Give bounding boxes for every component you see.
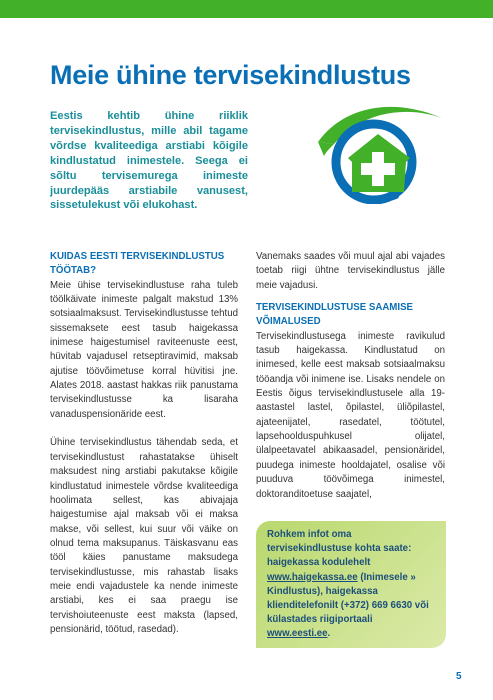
info-box [256,521,446,648]
left-paragraph-1: Meie ühise tervisekindlustuse raha tuleb töölkäivate inimeste palgalt makstud 13% sotsiaalmaksust. Tervisekindlustusse tehtud sissemaksete eest tasub haigekassa inimese haigestumisel raviteenuste eest, hüvitab vajadusel retseptiravimid, maksab ajutise töövõimetuse korral hüvitisi jne. Alates 2018. aastast hakkas riik panustama tervisekindlustusse ka lisaraha vanaduspensionäride eest. [50,279,238,420]
page-number: 5 [456,671,462,682]
top-green-band [0,0,493,18]
section-heading-coverage-options: TERVISEKINDLUSTUSE SAAMISE VÕIMALUSED [256,302,413,328]
top-band-spacer [0,18,493,32]
haigekassa-link[interactable]: www.haigekassa.ee [267,571,358,583]
right-column [256,250,445,502]
section-heading-how-it-works: KUIDAS EESTI TERVISEKINDLUSTUS TÖÖTAB? [50,251,225,277]
info-box-text-contact: (Inimesele » Kindlustus), haigekassa klienditelefonilt (+372) 669 6630 või külastades riigiportaali [267,571,429,626]
right-paragraph: Tervisekindlustusega inimeste ravikulud tasub haigekassa. Kindlustatud on inimesed, kelle eest maksab sotsiaalmaksu tööandja või inimene ise. Lisaks nendele on Eestis õigus tervisekindlustusele alla 19-aastastel lastel, õpilastel, üliõpilastel, ajateenijatel, rasedatel, töötutel, lapsehoolduspuhkusel olijatel, ülalpeetavatel abikaasadel, pensionäridel, puudega inimeste hooldajatel, osalise või puuduva töövõimega inimestel, doktoranditoetuse saajatel, [256,330,445,500]
info-box-period: . [327,628,331,640]
left-paragraph-2: Ühine tervisekindlustus tähendab seda, et tervisekindlustust rahastatakse ühiselt maksudest ning arstiabi pakutakse kõigile kindlustatud inimestele võrdse kvaliteediga hoolimata sellest, kas abivajaja haigestumise ajal maksab või ei maksa makse, või sellest, kui suur või väike on olnud tema maksupanus. Täiskasvanu eas tööl käies panustame maksudega tervisekindlustusse, mis rahastab lisaks meie endi vajadustele ka nende inimeste arstiabi, kes ei saa praegu ise tervishoiuteenuste eest maksta (lapsed, pensionärid, töötud, rasedad). [50,437,238,635]
info-box-text-homepage: haigekassa kodulehelt [267,557,371,569]
intro-paragraph: Eestis kehtib ühine riiklik tervisekindlustus, mille abil tagame võrdse kvaliteediga arstiabi kõigile kindlustatud inimestele. Seega ei sõltu tervisemurega inimeste juurdepääs arstiabile vanusest, sissetulekust või elukohast. [50,110,248,212]
health-insurance-house-cross-icon [312,100,448,204]
page-title: Meie ühine tervisekindlustus [50,60,411,90]
eesti-portal-link[interactable]: www.eesti.ee [267,628,328,640]
right-paragraph-continued: Vanemaks saades või muul ajal abi vajades toetab riigi ühtne tervisekindlustus jälle meie vajadusi. [256,251,445,291]
info-box-intro: Rohkem infot oma tervisekindlustuse kohta saate: [267,529,412,555]
left-column [50,250,238,637]
